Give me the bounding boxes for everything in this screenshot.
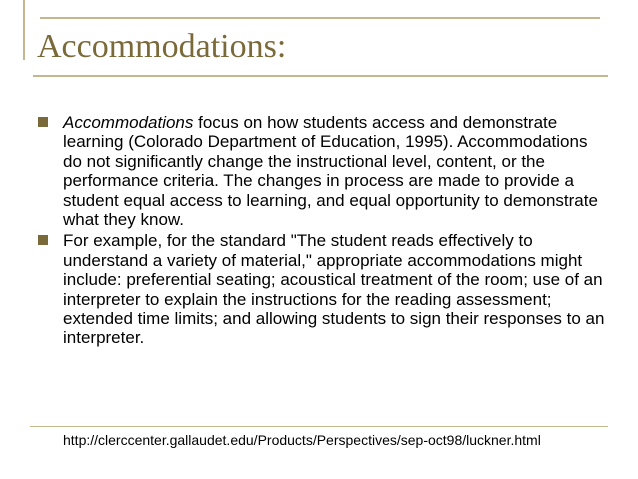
bullet-list (0, 113, 638, 350)
footer-decorative-rule (30, 426, 608, 427)
title-underline-rule (33, 75, 608, 77)
left-decorative-rule (23, 0, 25, 60)
bullet-item-accommodations-definition (0, 113, 638, 229)
square-bullet-icon (38, 235, 48, 245)
bullet-item-example (0, 231, 638, 347)
square-bullet-icon (38, 117, 48, 127)
source-url-link[interactable]: http://clerccenter.gallaudet.edu/Products/Perspectives/sep-oct98/luckner.html (63, 432, 541, 448)
top-decorative-rule (40, 17, 600, 19)
bullet-text: For example, for the standard "The student reads effectively to understand a variety of material," appropriate accommodations might include: preferential seating; acoustical treatment of the room; use of an interpreter to explain the instructions for the reading assessment; extended time limits; and allowing students to sign their responses to an interpreter. (63, 231, 605, 348)
slide-title: Accommodations: (37, 28, 287, 65)
bullet-text: focus on how students access and demonstrate learning (Colorado Department of Education, 1995). Accommodations do not significantly change the instructional level, content, or the performance criteria. The changes in process are made to provide a student equal access to learning, and equal opportunity to demonstrate what they know. (63, 113, 598, 230)
bullet-emphasis: Accommodations (63, 113, 194, 132)
